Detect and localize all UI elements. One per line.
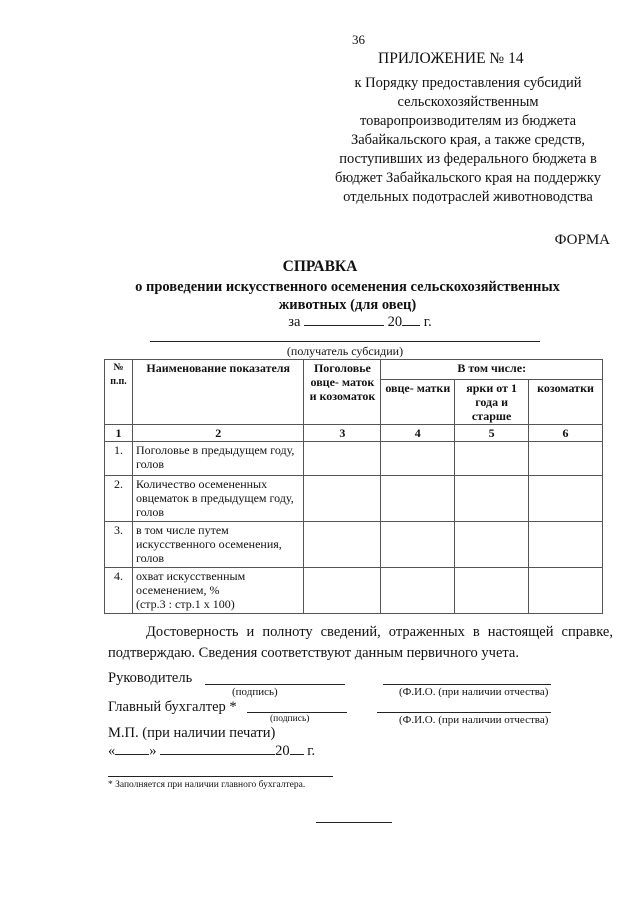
head-fio-line[interactable] [383, 684, 551, 685]
header-goats: козоматки [529, 380, 603, 425]
value-cell[interactable] [304, 442, 381, 476]
order-line: отдельных подотраслей животноводства [343, 189, 593, 205]
date-year: 20 [275, 743, 290, 759]
date-quote-open: « [108, 743, 116, 759]
column-number: 3 [304, 425, 381, 442]
value-cell[interactable] [381, 522, 455, 568]
row-indicator [132, 568, 304, 614]
order-line: к Порядку предоставления субсидий [354, 75, 582, 91]
value-cell[interactable] [381, 568, 455, 614]
head-signature-line[interactable] [205, 684, 345, 685]
table-row [105, 476, 603, 522]
order-line: товаропроизводителям из бюджета [359, 113, 577, 129]
value-cell[interactable] [381, 442, 455, 476]
header-including: В том числе: [381, 360, 603, 380]
report-period [0, 313, 640, 331]
row-indicator-text: охват искусственным осеменением, % [135, 569, 246, 597]
recipient-label: (получатель субсидии) [286, 344, 404, 358]
column-number: 4 [381, 425, 455, 442]
page-number: 36 [352, 32, 365, 47]
period-year: 20 [387, 314, 403, 330]
row-number: 4. [105, 568, 133, 614]
header-ewes: овце- матки [381, 380, 455, 425]
value-cell[interactable] [304, 522, 381, 568]
order-line: бюджет Забайкальского края на поддержку [334, 170, 602, 186]
footnote: * Заполняется при наличии главного бухгалтера. [108, 780, 306, 790]
appendix-title: ПРИЛОЖЕНИЕ № 14 [378, 50, 524, 67]
column-number: 2 [132, 425, 304, 442]
end-divider [316, 822, 392, 823]
table-row [105, 442, 603, 476]
column-number-row [105, 425, 603, 442]
header-yearlings: ярки от 1 года и старше [455, 380, 529, 425]
row-number: 3. [105, 522, 133, 568]
year-blank[interactable] [290, 742, 304, 755]
column-number: 6 [529, 425, 603, 442]
stamp-label: М.П. (при наличии печати) [108, 725, 276, 741]
row-number: 1. [105, 442, 133, 476]
date-quote-close: » [149, 743, 157, 759]
value-cell[interactable] [455, 476, 529, 522]
value-cell[interactable] [455, 522, 529, 568]
column-number: 5 [455, 425, 529, 442]
row-indicator: Количество осемененных овцематок в предыдущем году, голов [132, 476, 304, 522]
day-blank[interactable] [115, 742, 149, 755]
header-total: Поголовье овце- маток и козоматок [304, 360, 381, 425]
fio-caption: (Ф.И.О. (при наличии отчества) [399, 686, 549, 698]
order-line: Забайкальского края, а также средств, [350, 132, 586, 148]
table-row [105, 568, 603, 614]
table-header-row [105, 360, 603, 380]
signature-caption: (подпись) [270, 714, 310, 724]
signature-caption: (подпись) [232, 686, 278, 698]
order-line: поступивших из федерального бюджета в [339, 151, 597, 167]
value-cell[interactable] [381, 476, 455, 522]
certification-text: Достоверность и полноту сведений, отраженных в настоящей справке, подтверждаю. Сведения соответствуют данным первичного учета. [108, 624, 613, 661]
date-suffix: г. [307, 743, 316, 759]
value-cell[interactable] [529, 522, 603, 568]
table-row [105, 522, 603, 568]
accountant-signature-line[interactable] [247, 712, 347, 713]
form-label: ФОРМА [554, 232, 610, 248]
value-cell[interactable] [529, 568, 603, 614]
accountant-fio-line[interactable] [377, 712, 551, 713]
header-number: № п.п. [105, 360, 133, 425]
value-cell[interactable] [529, 476, 603, 522]
order-line: сельскохозяйственным [397, 94, 539, 110]
fio-caption: (Ф.И.О. (при наличии отчества) [399, 714, 549, 726]
row-formula: (стр.3 : стр.1 х 100) [135, 597, 235, 611]
indicators-table [104, 359, 603, 614]
accountant-label: Главный бухгалтер * [108, 699, 237, 715]
footnote-divider [108, 776, 333, 777]
period-blank[interactable] [304, 313, 384, 326]
header-indicator: Наименование показателя [132, 360, 304, 425]
order-reference [318, 74, 618, 207]
row-indicator: Поголовье в предыдущем году, голов [132, 442, 304, 476]
head-label: Руководитель [108, 670, 193, 686]
value-cell[interactable] [304, 476, 381, 522]
subtitle-line: животных (для овец) [278, 297, 417, 313]
recipient-field[interactable] [150, 341, 540, 342]
subtitle-line: о проведении искусственного осеменения сельскохозяйственных [135, 279, 560, 295]
period-prefix: за [288, 314, 301, 330]
value-cell[interactable] [529, 442, 603, 476]
value-cell[interactable] [304, 568, 381, 614]
value-cell[interactable] [455, 442, 529, 476]
value-cell[interactable] [455, 568, 529, 614]
year-blank[interactable] [402, 313, 420, 326]
month-blank[interactable] [160, 742, 275, 755]
document-subtitle [110, 278, 585, 314]
row-number: 2. [105, 476, 133, 522]
date-row [108, 742, 315, 760]
period-suffix: г. [423, 314, 432, 330]
column-number: 1 [105, 425, 133, 442]
row-indicator: в том числе путем искусственного осеменения, голов [132, 522, 304, 568]
document-title: СПРАВКА [282, 258, 358, 275]
